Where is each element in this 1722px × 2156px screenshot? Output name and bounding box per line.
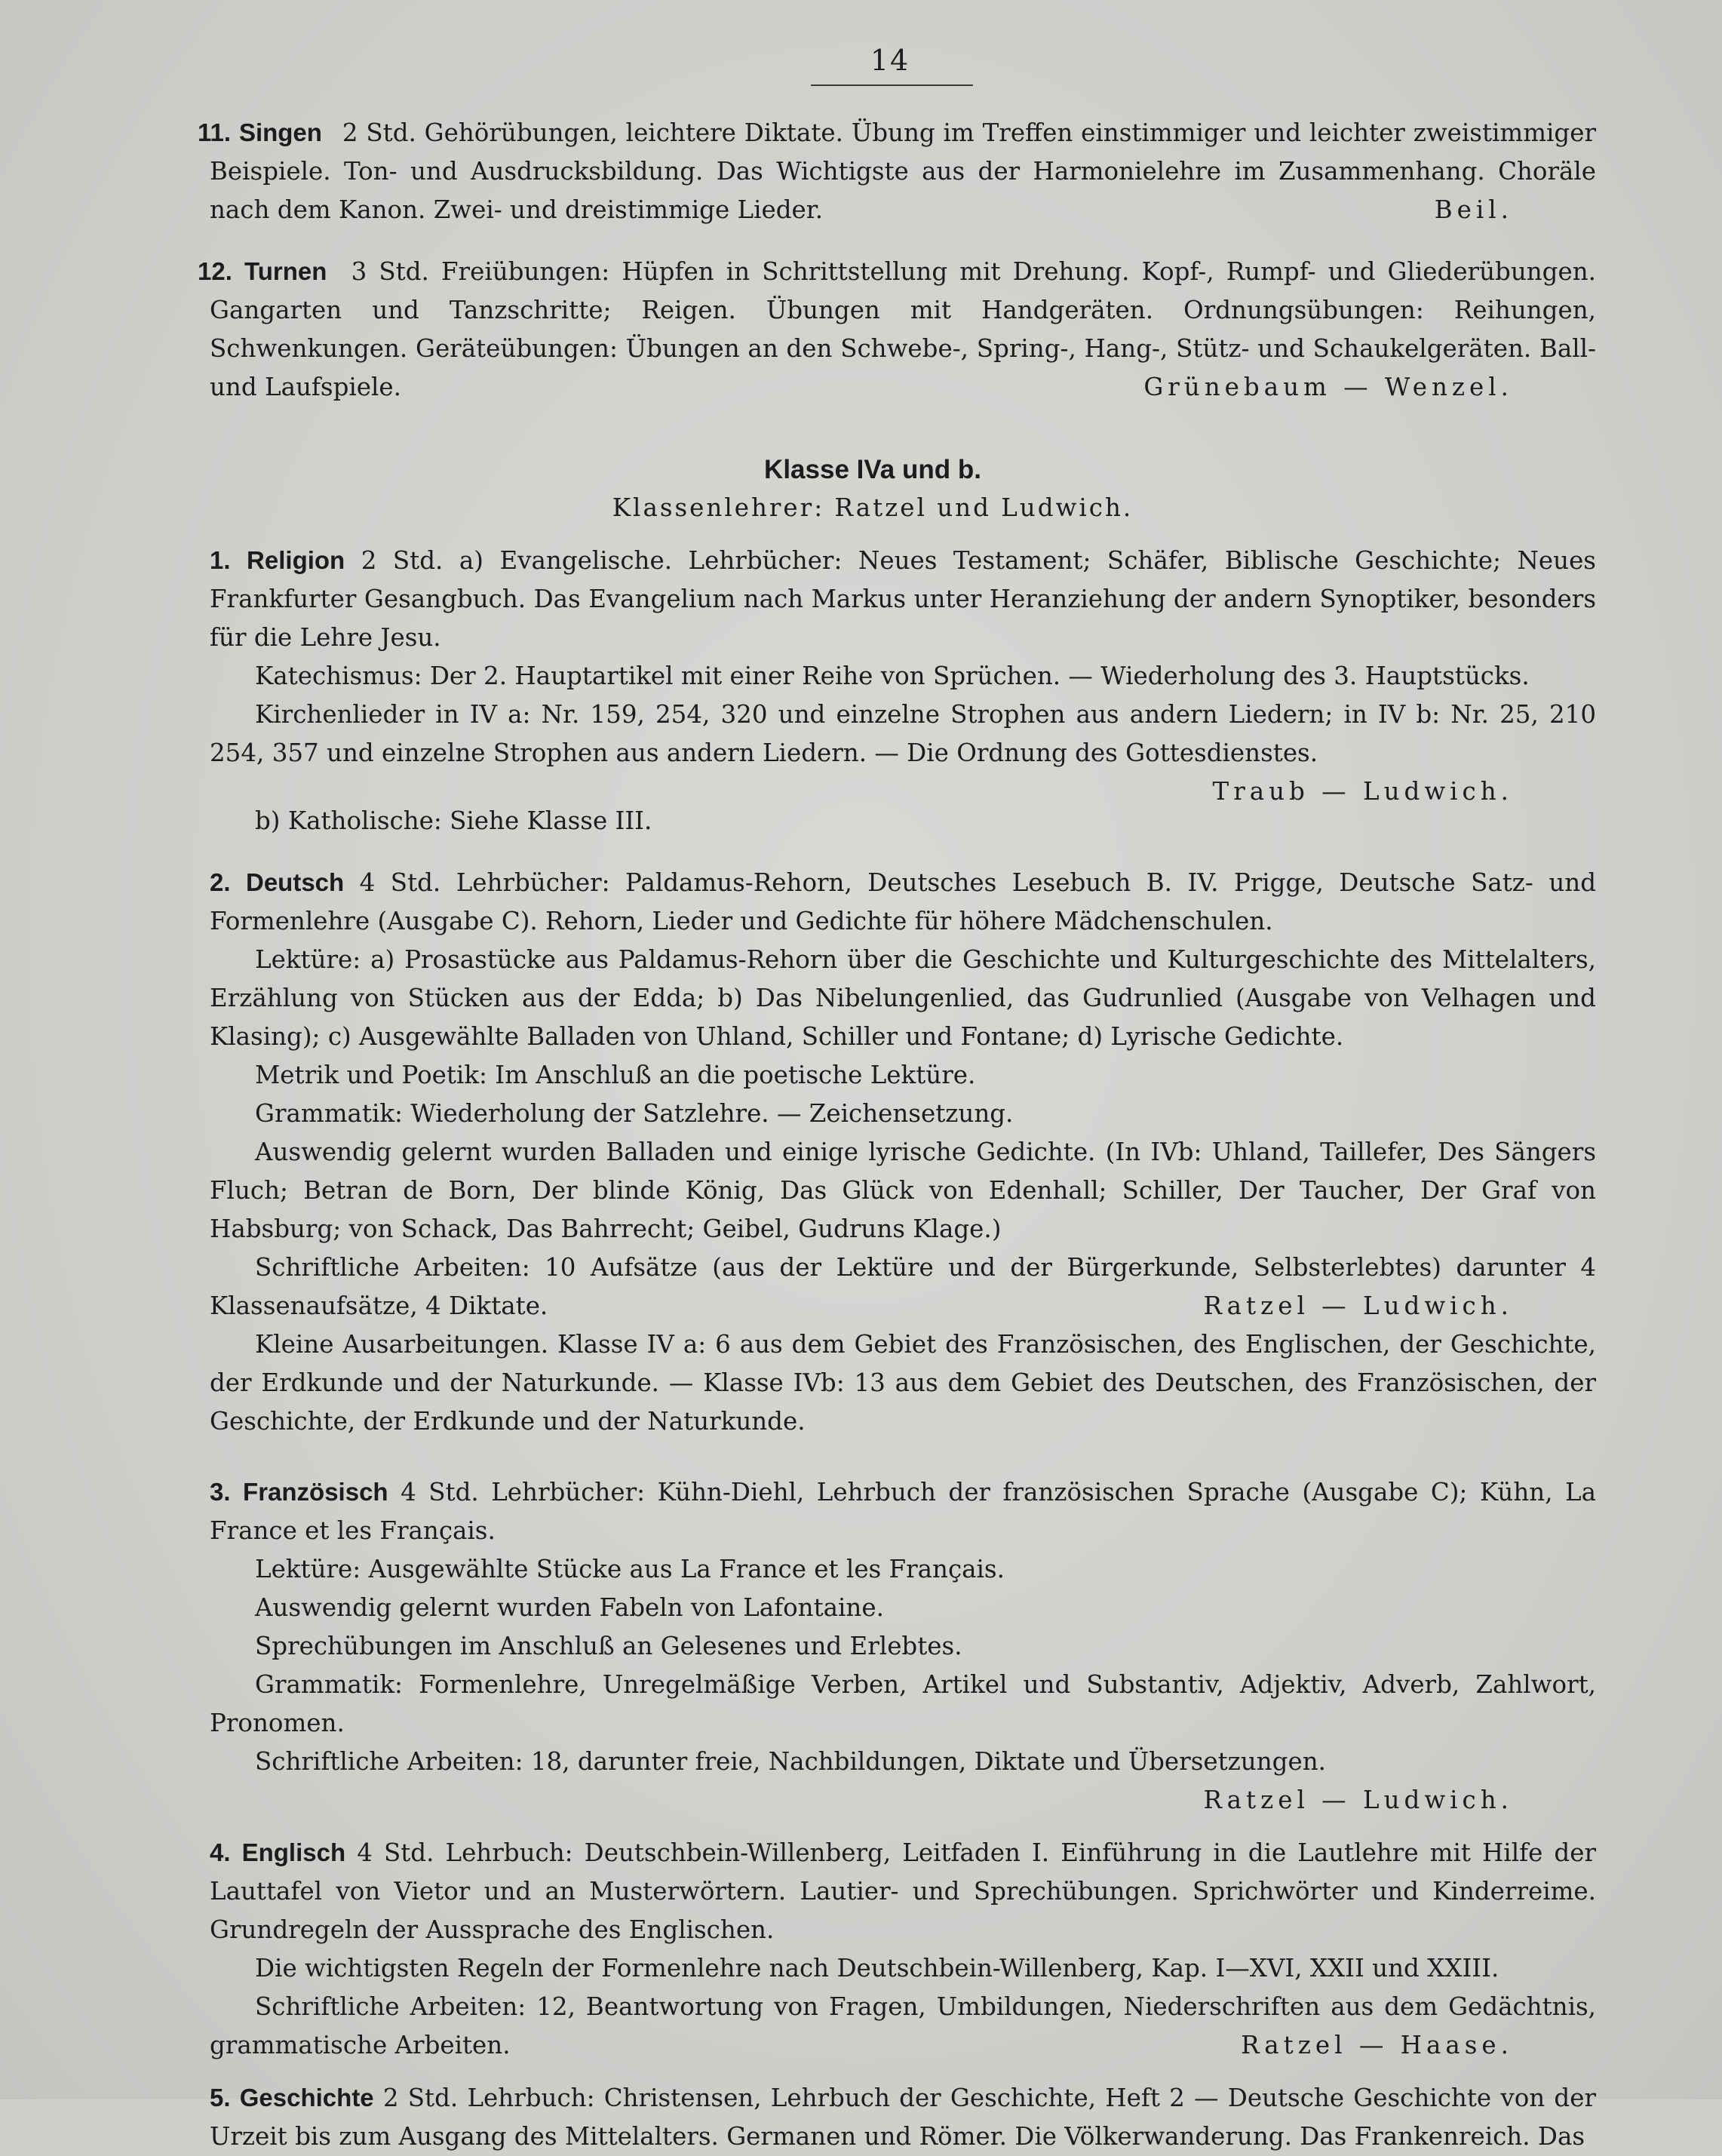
deutsch-metrik: Metrik und Poetik: Im Anschluß an die poetische Lektüre. [255,1061,976,1089]
section-number: 4. [210,1838,231,1866]
teacher-signature: Grünebaum — Wenzel. [1143,373,1513,401]
franzoesisch-lektuere: Lektüre: Ausgewählte Stücke aus La France et les Français. [255,1555,1005,1583]
section-text: 2 Std. Gehörübungen, leichtere Diktate. Übung im Treffen einstimmiger und leichter zweistimmiger Beispiele. Ton- und Ausdrucksbildung. Das Wichtigste aus der Harmonielehre im Zusammenhang. Choräle nach dem Kanon. Zwei- und dreistimmige Lieder. [210,118,1597,224]
section-englisch [210,1833,1596,2065]
teacher-signature: Ratzel — Haase. [1241,2031,1513,2059]
deutsch-auswendig: Auswendig gelernt wurden Balladen und einige lyrische Gedichte. (In IVb: Uhland, Taillefer, Des Sängers Fluch; Betran de Born, Der blinde König, Das Glück von Edenhall; Schiller, Der Taucher, Der Graf von Habsburg; von Schack, Das Bahrrecht; Geibel, Gudruns Klage.) [210,1138,1596,1243]
section-text: 2 Std. a) Evangelische. Lehrbücher: Neues Testament; Schäfer, Biblische Geschichte; Neues Frankfurter Gesangbuch. Das Evangelium nach Markus unter Heranziehung der andern Synoptiker, besonders für die Lehre Jesu. [210,546,1596,652]
page-number: 14 [870,44,910,77]
page-number-rule [811,84,973,86]
franzoesisch-auswendig: Auswendig gelernt wurden Fabeln von Lafontaine. [255,1593,884,1622]
page-body [198,113,1597,2156]
deutsch-schriftlich: Schriftliche Arbeiten: 10 Aufsätze (aus der Lektüre und der Bürgerkunde, Selbsterlebtes) darunter 4 Klassenaufsätze, 4 Diktate. [210,1253,1596,1320]
subject-title: Deutsch [246,868,345,896]
section-text: 4 Std. Lehrbücher: Paldamus-Rehorn, Deutsches Lesebuch B. IV. Prigge, Deutsche Satz- und Formenlehre (Ausgabe C). Rehorn, Lieder und Gedichte für höhere Mädchenschulen. [210,868,1596,935]
section-text: 4 Std. Lehrbuch: Deutschbein-Willenberg, Leitfaden I. Einführung in die Lautlehre mit Hilfe der Lauttafel von Vietor und an Musterwörtern. Lautier- und Sprechübungen. Sprichwörter und Kinderreime. Grundregeln der Aussprache des Englischen. [210,1838,1596,1944]
englisch-formenlehre: Die wichtigsten Regeln der Formenlehre nach Deutschbein-Willenberg, Kap. I—XVI, XXII und XXIII. [255,1954,1499,1982]
subject-title: Englisch [241,1838,346,1866]
franzoesisch-grammatik: Grammatik: Formenlehre, Unregelmäßige Verben, Artikel und Substantiv, Adjektiv, Adverb, Zahlwort, Pronomen. [210,1670,1596,1737]
section-number: 2. [210,868,231,896]
teacher-signature: Beil. [1434,195,1513,224]
section-religion [210,541,1596,840]
religion-katechismus: Katechismus: Der 2. Hauptartikel mit einer Reihe von Sprüchen. — Wiederholung des 3. Hauptstücks. [255,662,1530,690]
section-number: 12. [198,257,232,285]
section-deutsch [210,863,1596,1441]
religion-kirchenlieder: Kirchenlieder in IV a: Nr. 159, 254, 320 und einzelne Strophen aus andern Liedern; in IV b: Nr. 25, 210 254, 357 und einzelne Strophen aus andern Liedern. — Die Ordnung des Gottesdienstes. [210,700,1596,767]
teacher-signature: Ratzel — Ludwich. [1203,1291,1513,1320]
deutsch-grammatik: Grammatik: Wiederholung der Satzlehre. — Zeichensetzung. [255,1099,1014,1128]
section-number: 3. [210,1478,231,1506]
section-number: 5. [210,2084,231,2111]
franzoesisch-schriftlich: Schriftliche Arbeiten: 18, darunter freie, Nachbildungen, Diktate und Übersetzungen. [255,1747,1326,1776]
section-text: 2 Std. Lehrbuch: Christensen, Lehrbuch der Geschichte, Heft 2 — Deutsche Geschichte von der Urzeit bis zum Ausgang des Mittelalters. Germanen und Römer. Die Völkerwanderung. Das Frankenreich. Das [210,2084,1596,2151]
section-turnen [198,252,1596,407]
section-number: 1. [210,546,231,574]
section-text: 4 Std. Lehrbücher: Kühn-Diehl, Lehrbuch der französischen Sprache (Ausgabe C); Kühn, La France et les Français. [210,1478,1596,1545]
subject-title: Singen [238,118,322,146]
class-heading: Klasse IVa und b. [764,455,981,484]
section-franzoesisch [210,1473,1596,1820]
teacher-signature: Traub — Ludwich. [1212,777,1513,806]
section-singen [198,113,1597,229]
class-teachers: Klassenlehrer: Ratzel und Ludwich. [612,493,1134,522]
section-number: 11. [198,118,232,146]
franzoesisch-sprechuebungen: Sprechübungen im Anschluß an Gelesenes und Erlebtes. [255,1632,962,1660]
teacher-signature: Ratzel — Ludwich. [1203,1786,1513,1814]
subject-title: Französisch [243,1478,388,1506]
section-text: 3 Std. Freiübungen: Hüpfen in Schrittstellung mit Drehung. Kopf-, Rumpf- und Gliederübungen. Gangarten und Tanzschritte; Reigen. Übungen mit Handgeräten. Ordnungsübungen: Reihungen, Schwenkungen. Geräteübungen: Übungen an den Schwebe-, Spring-, Hang-, Stütz- und Schaukelgeräten. Ball- und Laufspiele. [210,257,1596,401]
deutsch-ausarbeitungen: Kleine Ausarbeitungen. Klasse IV a: 6 aus dem Gebiet des Französischen, des Englischen, der Geschichte, der Erdkunde und der Naturkunde. — Klasse IVb: 13 aus dem Gebiet des Deutschen, des Französischen, der Geschichte, der Erdkunde und der Naturkunde. [210,1330,1596,1436]
religion-katholisch: b) Katholische: Siehe Klasse III. [255,806,652,835]
deutsch-lektuere: Lektüre: a) Prosastücke aus Paldamus-Rehorn über die Geschichte und Kulturgeschichte des Mittelalters, Erzählung von Stücken aus der Edda; b) Das Nibelungenlied, das Gudrunlied (Ausgabe von Velhagen und Klasing); c) Ausgewählte Balladen von Uhland, Schiller und Fontane; d) Lyrische Gedichte. [210,945,1596,1051]
subject-title: Geschichte [239,2084,374,2111]
section-geschichte [210,2078,1596,2156]
englisch-schriftlich: Schriftliche Arbeiten: 12, Beantwortung von Fragen, Umbildungen, Niederschriften aus dem Gedächtnis, grammatische Arbeiten. [210,1992,1596,2059]
subject-title: Religion [247,546,345,574]
subject-title: Turnen [244,257,327,285]
